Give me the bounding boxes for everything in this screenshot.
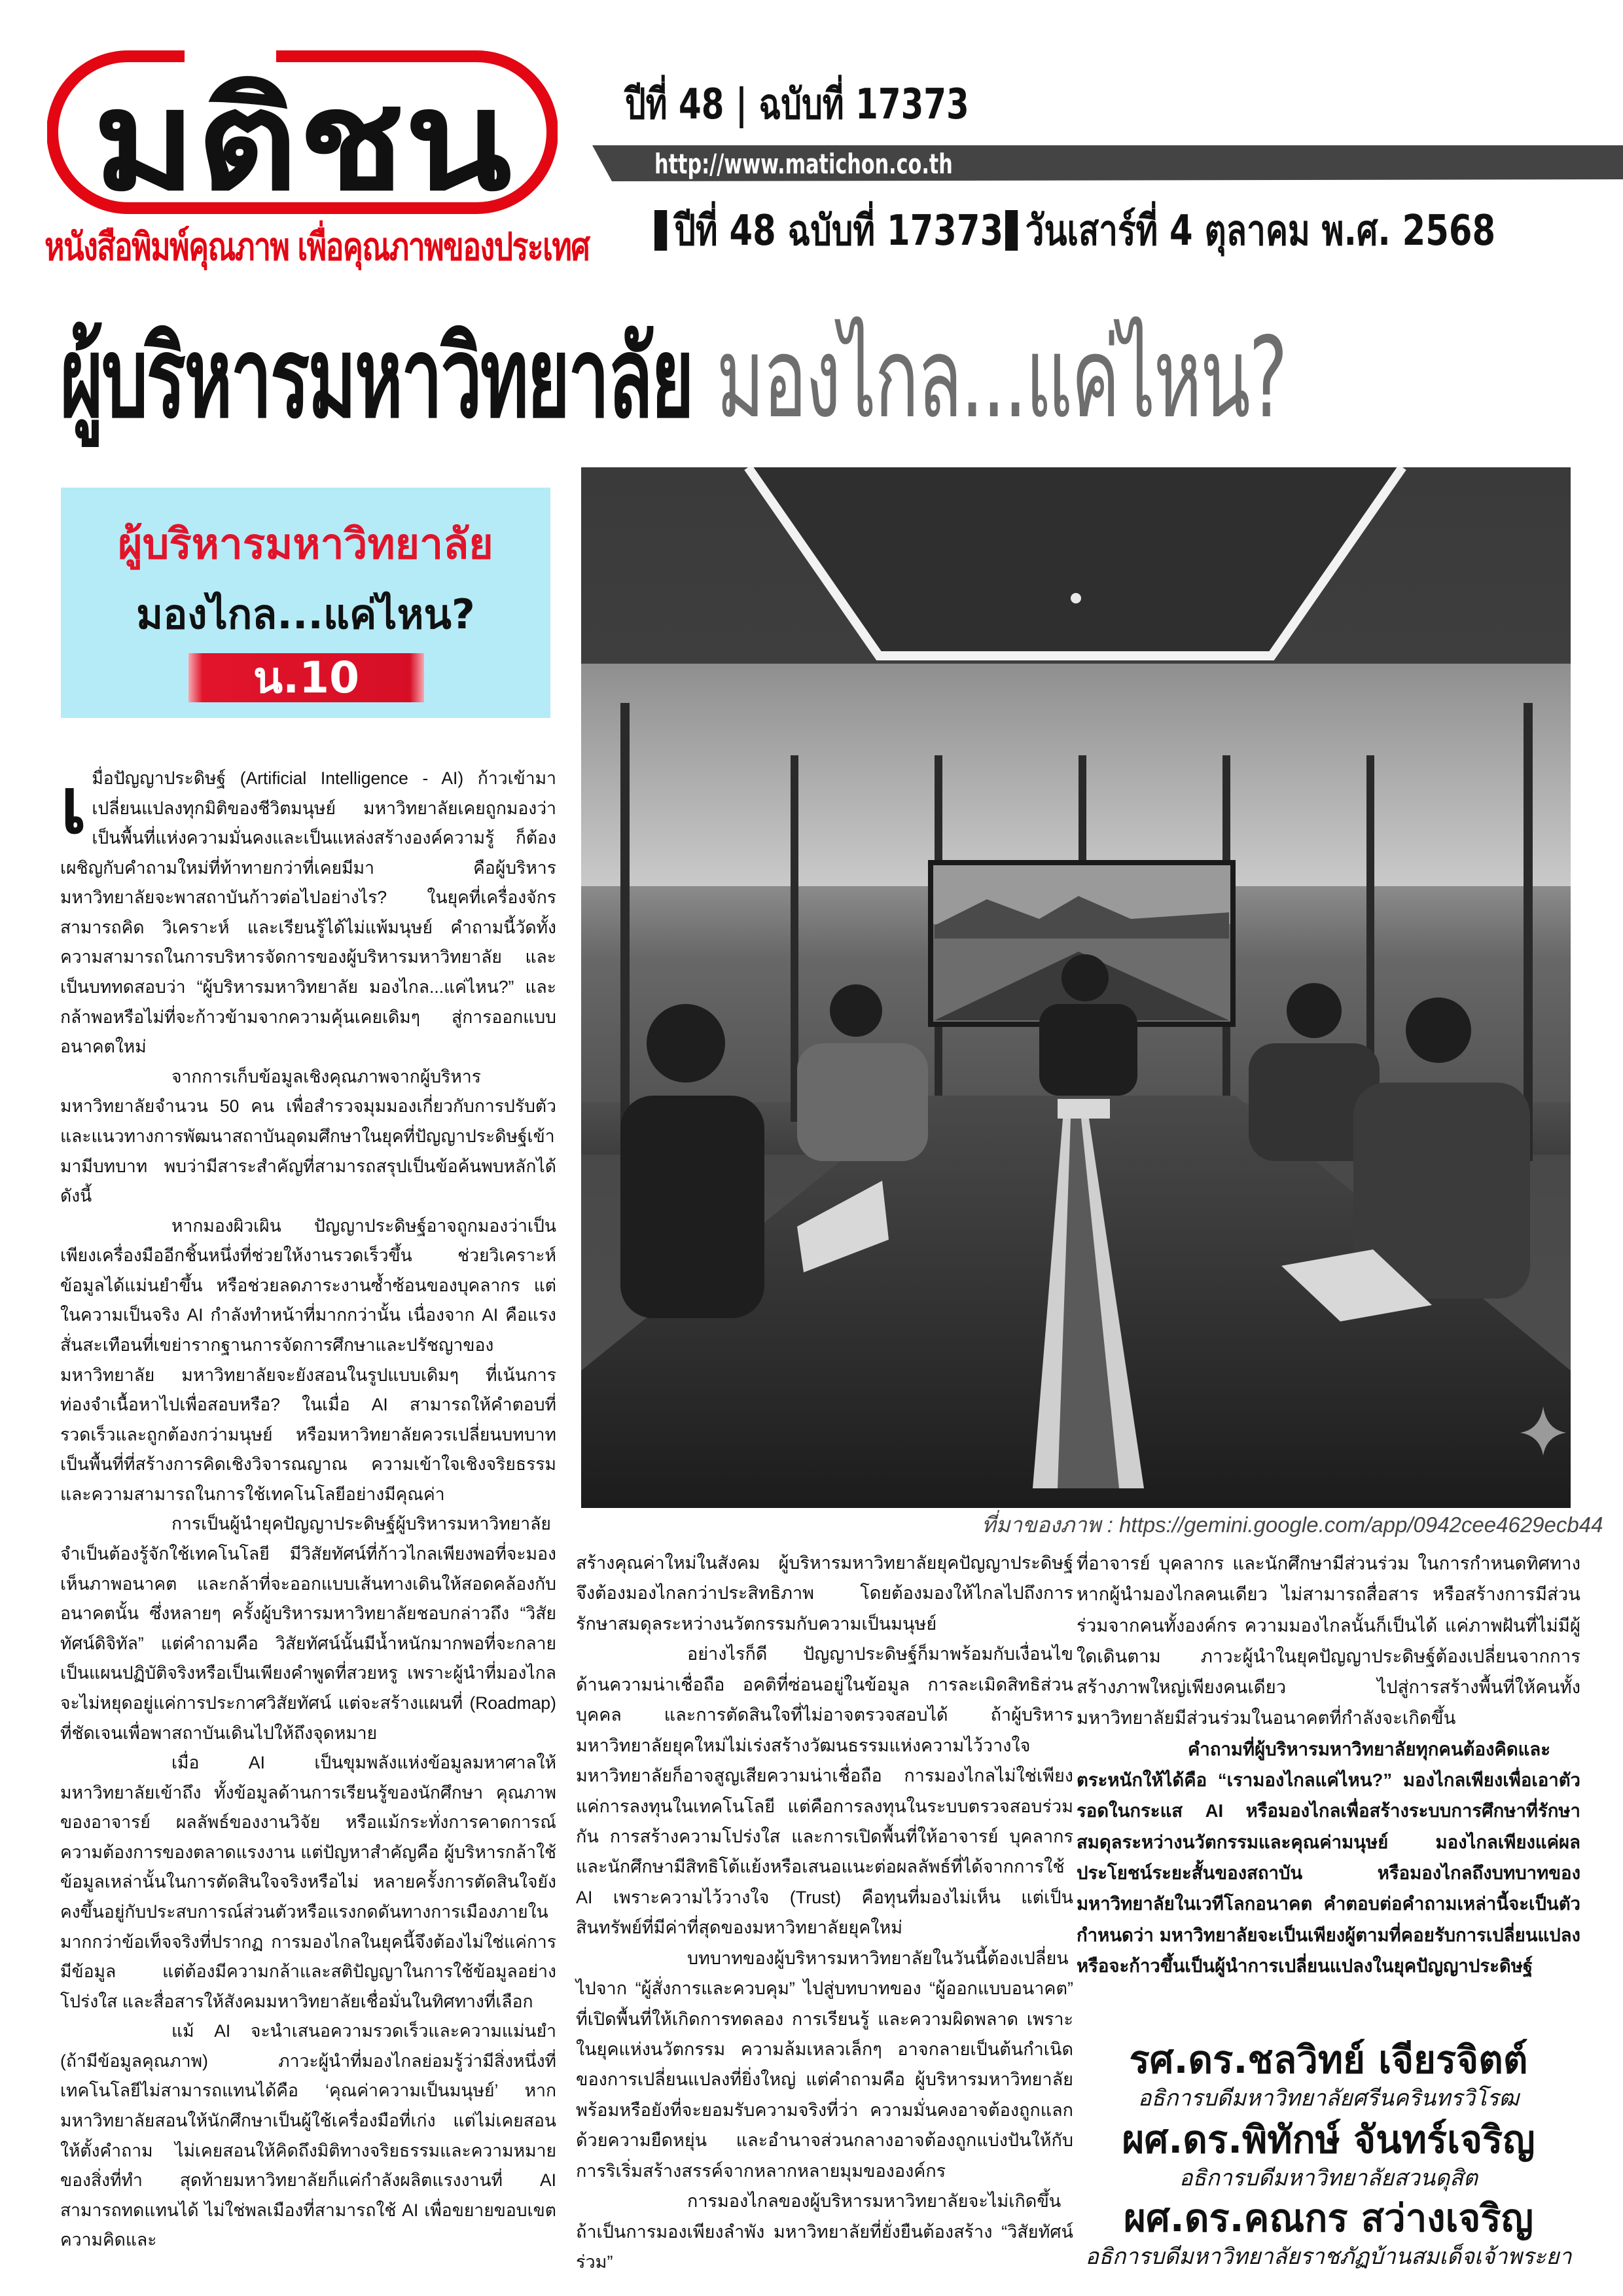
article-photo [581,467,1571,1508]
paragraph: การมองไกลของผู้บริหารมหาวิทยาลัยจะไม่เกิดขึ้น ถ้าเป็นการมองเพียงลำพัง มหาวิทยาลัยที่ยั่งยืนต้องสร้าง “วิสัยทัศน์ร่วม” [576,2191,1073,2272]
promo-title: ผู้บริหารมหาวิทยาลัย [118,520,493,569]
author-name: ผศ.ดร.พิทักษ์ จันทร์เจริญ [1122,2117,1535,2162]
meeting-room-illustration [581,467,1571,1508]
paragraph-text: มื่อปัญญาประดิษฐ์ (Artificial Intelligence - AI) ก้าวเข้ามาเปลี่ยนแปลงทุกมิติของชีวิตมนุษย์ มหาวิทยาลัยเคยถูกมองว่าเป็นพื้นที่แห่งความมั่นคงและเป็นแหล่งสร้างองค์ความรู้ ก็ต้องเผชิญกับคำถามใหม่ที่ท้าทายกว่าที่เคยมีมา คือผู้บริหารมหาวิทยาลัยจะพาสถาบันก้าวต่อไปอย่างไร? ในยุคที่เครื่องจักรสามารถคิด วิเคราะห์ และเรียนรู้ได้ไม่แพ้มนุษย์ คำถามนี้วัดทั้งความสามารถในการบริหารจัดการของผู้บริหารมหาวิทยาลัย และเป็นบททดสอบว่า “ผู้บริหารมหาวิทยาลัย มองไกล...แค่ไหน?” และกล้าพอหรือไม่ที่จะก้าวข้ามจากความคุ้นเคยเดิมๆ สู่การออกแบบอนาคตใหม่ [60,768,556,1057]
paragraph: เมื่อ AI เป็นขุมพลังแห่งข้อมูลมหาศาลให้มหาวิทยาลัยเข้าถึง ทั้งข้อมูลด้านการเรียนรู้ของนักศึกษา คุณภาพของอาจารย์ ผลลัพธ์ของงานวิจัย หรือแม้กระทั่งการคาดการณ์ความต้องการของตลาดแรงงาน แต่ปัญหาสำคัญคือ ผู้บริหารกล้าใช้ข้อมูลเหล่านั้นในการตัดสินใจจริงหรือไม่ หลายครั้งการตัดสินใจยังคงขึ้นอยู่กับประสบการณ์ส่วนตัวหรือแรงกดดันทางการเมืองภายในมากกว่าข้อเท็จจริงที่ปรากฏ การมองไกลในยุคนี้จึงต้องไม่ใช่แค่การมีข้อมูล แต่ต้องมีความกล้าและสติปัญญาในการใช้ข้อมูลอย่างโปร่งใส และสื่อสารให้สังคมมหาวิทยาลัยเชื่อมั่นในทิศทางที่เลือก [60,1753,556,2011]
author-role: อธิการบดีมหาวิทยาลัยสวนดุสิต [1179,2166,1478,2191]
dateline-date: วันเสาร์ที่ 4 ตุลาคม พ.ศ. 2568 [1025,207,1496,255]
article-headline [60,313,1286,444]
dateline-issue: ปีที่ 48 ฉบับที่ 17373 [674,207,1004,255]
headline-sub: มองไกล...แค่ไหน? [716,314,1287,443]
paragraph: สร้างคุณค่าใหม่ในสังคม ผู้บริหารมหาวิทยาลัยยุคปัญญาประดิษฐ์จึงต้องมองไกลกว่าประสิทธิภาพ โดยต้องมองให้ไกลไปถึงการรักษาสมดุลระหว่างนวัตกรรมกับความเป็นมนุษย์ [576,1553,1073,1634]
author-role: อธิการบดีมหาวิทยาลัยศรีนครินทรวิโรฒ [1137,2086,1520,2111]
dateline [654,204,1495,257]
paragraph: บทบาทของผู้บริหารมหาวิทยาลัยในวันนี้ต้องเปลี่ยนไปจาก “ผู้สั่งการและควบคุม” ไปสู่บทบาทของ “ผู้ออกแบบอนาคต” ที่เปิดพื้นที่ให้เกิดการทดลอง การเรียนรู้ และความผิดพลาด เพราะในยุคแห่งนวัตกรรม ความล้มเหลวเล็กๆ อาจกลายเป็นต้นกำเนิดของการเปลี่ยนแปลงที่ยิ่งใหญ่ แต่คำถามคือ ผู้บริหารมหาวิทยาลัยพร้อมหรือยังที่จะยอมรับความจริงที่ว่า ความมั่นคงอาจต้องถูกแลกด้วยความยืดหยุ่น และอำนาจส่วนกลางอาจต้องถูกแบ่งปันให้กับการริเริ่มสร้างสรรค์จากหลากหลายมุมขององค์กร [576,1948,1073,2181]
bullet-block [654,210,667,251]
website-link[interactable]: http://www.matichon.co.th [654,148,953,180]
logo-wordmark: มติชน [93,60,512,215]
masthead-tagline: หนังสือพิมพ์คุณภาพ เพื่อคุณภาพของประเทศ [45,224,590,269]
matichon-logo [47,38,558,215]
promo-box [61,488,550,718]
author-name: ผศ.ดร.คณกร สว่างเจริญ [1124,2196,1533,2240]
paragraph [60,764,556,1062]
paragraph: แม้ AI จะนำเสนอความรวดเร็วและความแม่นยำ (ถ้ามีข้อมูลคุณภาพ) ภาวะผู้นำที่มองไกลย่อมรู้ว่ามีสิ่งหนึ่งที่เทคโนโลยีไม่สามารถแทนได้คือ ‘คุณค่าความเป็นมนุษย์’ หากมหาวิทยาลัยสอนให้นักศึกษาเป็นผู้ใช้เครื่องมือที่เก่ง แต่ไม่เคยสอนให้ตั้งคำถาม ไม่เคยสอนให้คิดถึงมิติทางจริยธรรมและความหมายของสิ่งที่ทำ สุดท้ายมหาวิทยาลัยก็แค่กำลังผลิตแรงงานที่ AI สามารถทดแทนได้ ไม่ใช่พลเมืองที่สามารถใช้ AI เพื่อขยายขอบเขตความคิดและ [60,2021,556,2250]
issue-number-top: ปีที่ 48 | ฉบับที่ 17373 [625,81,969,129]
paragraph: หากมองผิวเผิน ปัญญาประดิษฐ์อาจถูกมองว่าเป็นเพียงเครื่องมืออีกชิ้นหนึ่งที่ช่วยให้งานรวดเร็วขึ้น ช่วยวิเคราะห์ข้อมูลได้แม่นยำขึ้น หรือช่วยลดภาระงานซ้ำซ้อนของบุคลากร แต่ในความเป็นจริง AI กำลังทำหน้าที่มากกว่านั้น เนื่องจาก AI คือแรงสั่นสะเทือนที่เขย่ารากฐานการจัดการศึกษาและปรัชญาของมหาวิทยาลัย มหาวิทยาลัยจะยังสอนในรูปแบบเดิมๆ ที่เน้นการท่องจำเนื้อหาไปเพื่อสอบหรือ? ในเมื่อ AI สามารถให้คำตอบที่รวดเร็วและถูกต้องกว่ามนุษย์ หรือมหาวิทยาลัยควรเปลี่ยนบทบาทเป็นพื้นที่ที่สร้างการคิดเชิงวิจารณญาณ ความเข้าใจเชิงจริยธรรมและความสามารถในการใช้เทคโนโลยีอย่างมีคุณค่า [60,1215,556,1504]
article-column-1 [60,764,556,2255]
bullet-block [1005,210,1018,251]
author-role: อธิการบดีมหาวิทยาลัยราชภัฏบ้านสมเด็จเจ้าพระยา [1085,2244,1572,2269]
article-column-2 [576,1548,1073,2278]
paragraph: จากการเก็บข้อมูลเชิงคุณภาพจากผู้บริหารมหาวิทยาลัยจำนวน 50 คน เพื่อสำรวจมุมมองเกี่ยวกับการปรับตัวและแนวทางการพัฒนาสถาบันอุดมศึกษาในยุคที่ปัญญาประดิษฐ์เข้ามามีบทบาท พบว่ามีสาระสำคัญที่สามารถสรุปเป็นข้อค้นพบหลักได้ดังนี้ [60,1066,556,1206]
page-badge: น.10 [188,653,424,702]
logo-frame [47,38,558,215]
article-column-3 [1077,1548,1580,1981]
paragraph: ที่อาจารย์ บุคลากร และนักศึกษามีส่วนร่วม ในการกำหนดทิศทาง หากผู้นำมองไกลคนเดียว ไม่สามารถสื่อสาร หรือสร้างการมีส่วนร่วมจากคนทั้งองค์กร ความมองไกลนั้นก็เป็นได้ แค่ภาพฝันที่ไม่มีผู้ใดเดินตาม ภาวะผู้นำในยุคปัญญาประดิษฐ์ต้องเปลี่ยนจากการสร้างภาพใหญ่เพียงคนเดียว ไปสู่การสร้างพื้นที่ให้คนทั้งมหาวิทยาลัยมีส่วนร่วมในอนาคตที่กำลังจะเกิดขึ้น [1077,1553,1580,1729]
photo-caption: ที่มาของภาพ : https://gemini.google.com/app/0942cee4629ecb44 [982,1513,1603,1537]
drop-cap: เ [60,763,87,850]
paragraph: อย่างไรก็ดี ปัญญาประดิษฐ์ก็มาพร้อมกับเงื่อนไขด้านความน่าเชื่อถือ อคติที่ซ่อนอยู่ในข้อมูล การละเมิดสิทธิส่วนบุคคล และการตัดสินใจที่ไม่อาจตรวจสอบได้ ถ้าผู้บริหารมหาวิทยาลัยยุคใหม่ไม่เร่งสร้างวัฒนธรรมแห่งความไว้วางใจ มหาวิทยาลัยก็อาจสูญเสียความน่าเชื่อถือ การมองไกลไม่ใช่เพียงแค่การลงทุนในเทคโนโลยี แต่คือการลงทุนในระบบตรวจสอบร่วมกัน การสร้างความโปร่งใส และการเปิดพื้นที่ให้อาจารย์ บุคลากร และนักศึกษามีสิทธิโต้แย้งหรือเสนอแนะต่อผลลัพธ์ที่ได้จากการใช้ AI เพราะความไว้วางใจ (Trust) คือทุนที่มองไม่เห็น แต่เป็นสินทรัพย์ที่มีค่าที่สุดของมหาวิทยาลัยยุคใหม่ [576,1644,1073,1938]
paragraph: การเป็นผู้นำยุคปัญญาประดิษฐ์ผู้บริหารมหาวิทยาลัยจำเป็นต้องรู้จักใช้เทคโนโลยี มีวิสัยทัศน์ที่ก้าวไกลเพียงพอที่จะมองเห็นภาพอนาคต และกล้าที่จะออกแบบเส้นทางเดินให้สอดคล้องกับอนาคตนั้น ซึ่งหลายๆ ครั้งผู้บริหารมหาวิทยาลัยชอบกล่าวถึง “วิสัยทัศน์ดิจิทัล” แต่คำถามคือ วิสัยทัศน์นั้นมีน้ำหนักมากพอที่จะกลายเป็นแผนปฏิบัติจริงหรือเป็นเพียงคำพูดที่สวยหรู เพราะผู้นำที่มองไกลจะไม่หยุดอยู่แค่การประกาศวิสัยทัศน์ แต่จะสร้างแผนที่ (Roadmap) ที่ชัดเจนเพื่อพาสถาบันเดินไปให้ถึงจุดหมาย [60,1514,556,1743]
promo-subtitle: มองไกล...แค่ไหน? [136,590,475,638]
headline-main: ผู้บริหารมหาวิทยาลัย [60,314,692,443]
conclusion-paragraph: คำถามที่ผู้บริหารมหาวิทยาลัยทุกคนต้องคิดและตระหนักให้ได้คือ “เรามองไกลแค่ไหน?” มองไกลเพียงเพื่อเอาตัวรอดในกระแส AI หรือมองไกลเพื่อสร้างระบบการศึกษาที่รักษาสมดุลระหว่างนวัตกรรมและคุณค่ามนุษย์ มองไกลเพียงแค่ผลประโยชน์ระยะสั้นของสถาบัน หรือมองไกลถึงบทบาทของมหาวิทยาลัยในเวทีโลกอนาคต คำตอบต่อคำถามเหล่านี้จะเป็นตัวกำหนดว่า มหาวิทยาลัยจะเป็นเพียงผู้ตามที่คอยรับการเปลี่ยนแปลง หรือจะก้าวขึ้นเป็นผู้นำการเปลี่ยนแปลงในยุคปัญญาประดิษฐ์ [1077,1738,1580,1976]
author-name: รศ.ดร.ชลวิทย์ เจียรจิตต์ [1129,2037,1528,2082]
